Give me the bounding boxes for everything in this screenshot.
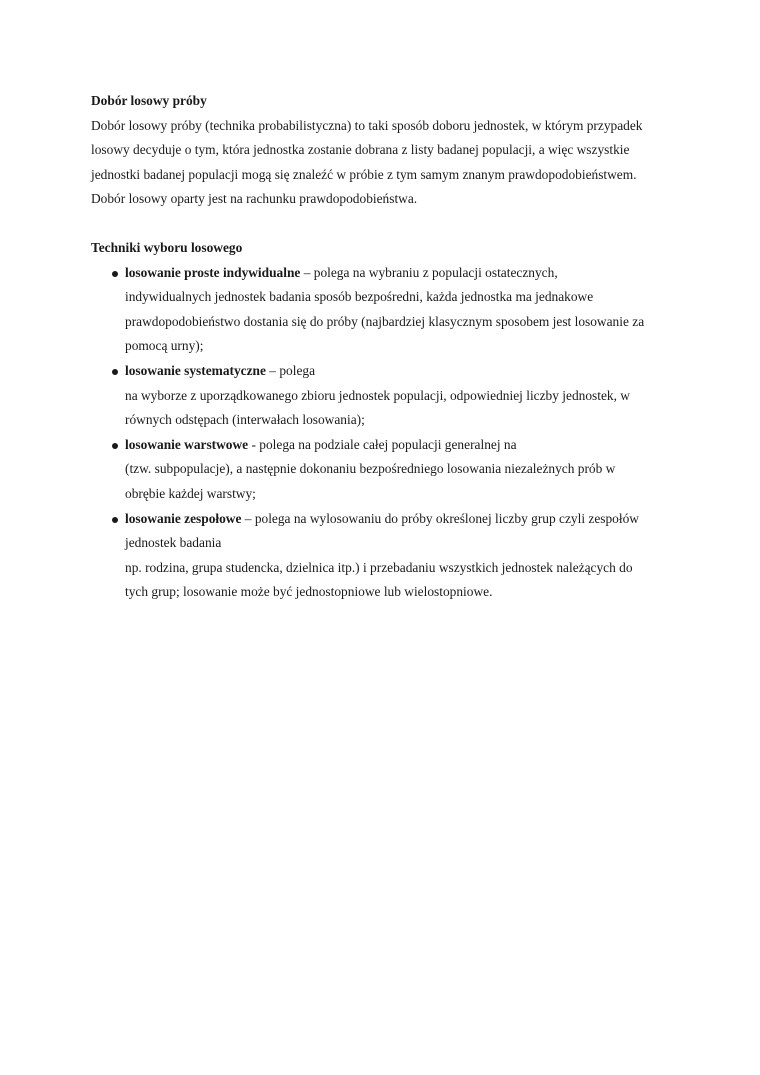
- techniques-list: [91, 261, 681, 605]
- random-sampling-paragraph: [91, 114, 681, 212]
- list-item-line: tych grup; losowanie może być jednostopniowe lub wielostopniowe.: [125, 584, 493, 600]
- list-item-systematic: [91, 359, 681, 433]
- technique-term: losowanie proste indywidualne: [125, 264, 301, 280]
- list-item-line: obrębie każdej warstwy;: [125, 485, 256, 501]
- section-gap: [91, 212, 681, 236]
- list-item-stratified: [91, 433, 681, 507]
- section-title-techniques: Techniki wyboru losowego: [91, 239, 243, 255]
- bullet-icon: [112, 443, 118, 449]
- list-item-line: pomocą urny);: [125, 338, 204, 354]
- list-item-line: indywidualnych jednostek badania sposób bezpośredni, każda jednostka ma jednakowe: [125, 289, 594, 305]
- paragraph-line: Dobór losowy próby (technika probabilistyczna) to taki sposób doboru jednostek, w którym przypadek: [91, 117, 643, 133]
- list-item-line: np. rodzina, grupa studencka, dzielnica itp.) i przebadaniu wszystkich jednostek należących do: [125, 559, 633, 575]
- list-item-line: (tzw. subpopulacje), a następnie dokonaniu bezpośredniego losowania niezależnych prób w: [125, 461, 616, 477]
- technique-term: losowanie systematyczne: [125, 362, 266, 378]
- paragraph-line: jednostki badanej populacji mogą się znaleźć w próbie z tym samym znanym prawdopodobieństwem.: [91, 166, 637, 182]
- list-item-first-line: [125, 261, 681, 286]
- paragraph-line: losowy decyduje o tym, która jednostka zostanie dobrana z listy badanej populacji, a więc wszystkie: [91, 142, 630, 158]
- technique-desc: – polega: [265, 362, 316, 378]
- list-item-line: jednostek badania: [125, 535, 222, 551]
- document-content: [91, 89, 681, 605]
- paragraph-line: Dobór losowy oparty jest na rachunku prawdopodobieństwa.: [91, 191, 418, 207]
- bullet-icon: [112, 517, 118, 523]
- technique-desc: – polega na wylosowaniu do próby określonej liczby grup czyli zespołów: [241, 510, 639, 526]
- bullet-icon: [112, 369, 118, 375]
- bullet-icon: [112, 271, 118, 277]
- technique-term: losowanie zespołowe: [125, 510, 242, 526]
- list-item-simple-random: [91, 261, 681, 359]
- list-item-line: na wyborze z uporządkowanego zbioru jednostek populacji, odpowiedniej liczby jednostek, w: [125, 387, 630, 403]
- technique-desc: – polega na wybraniu z populacji ostatecznych,: [300, 264, 558, 280]
- technique-desc: - polega na podziale całej populacji generalnej na: [248, 436, 517, 452]
- technique-term: losowanie warstwowe: [125, 436, 249, 452]
- list-item-line: równych odstępach (interwałach losowania);: [125, 412, 365, 428]
- list-item-first-line: [125, 433, 681, 458]
- list-item-first-line: [125, 359, 681, 384]
- section-title-random-sampling: Dobór losowy próby: [91, 93, 207, 108]
- list-item-line: prawdopodobieństwo dostania się do próby (najbardziej klasycznym sposobem jest losowanie za: [125, 313, 645, 329]
- list-item-cluster: [91, 507, 681, 605]
- list-item-first-line: [125, 507, 681, 532]
